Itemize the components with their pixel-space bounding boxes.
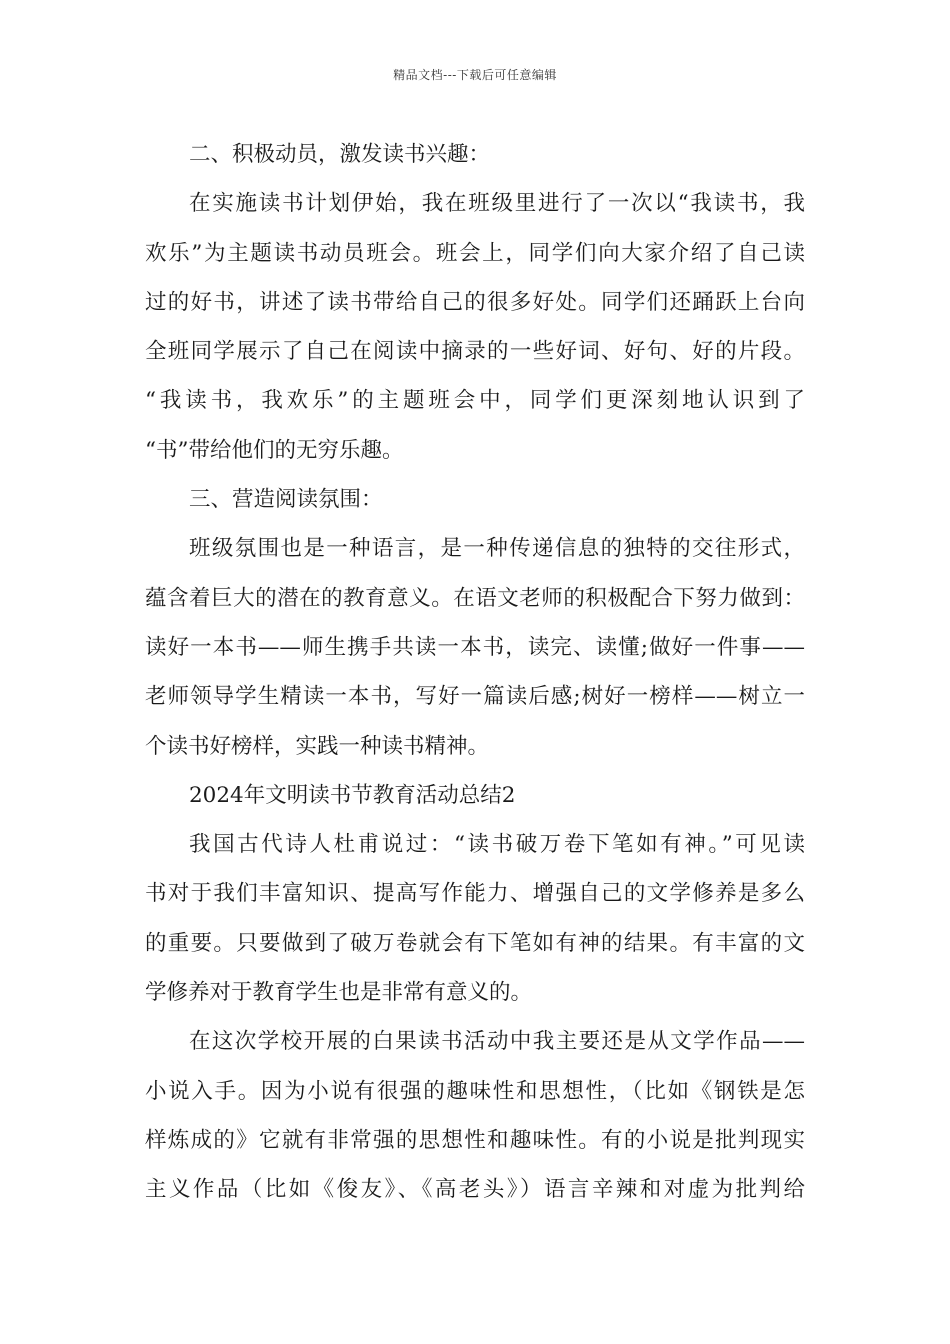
text-line: “我读书，我欢乐”的主题班会中，同学们更深刻地认识到了 <box>145 388 805 414</box>
text-line: 全班同学展示了自己在阅读中摘录的一些好词、好句、好的片段。 <box>145 339 805 365</box>
text-line: 主义作品（比如《俊友》、《高老头》）语言辛辣和对虚为批判给 <box>145 1177 805 1203</box>
text-line: 学修养对于教育学生也是非常有意义的。 <box>145 980 533 1006</box>
text-line: 二、积极动员，激发读书兴趣： <box>189 142 491 167</box>
text-line: 在实施读书计划伊始，我在班级里进行了一次以“我读书，我 <box>189 191 805 217</box>
text-line: 我国古代诗人杜甫说过：“读书破万卷下笔如有神。”可见读 <box>189 832 805 858</box>
page-header: 精品文档---下载后可任意编辑 <box>393 68 557 82</box>
text-line: 小说入手。因为小说有很强的趣味性和思想性，（比如《钢铁是怎 <box>145 1078 805 1104</box>
text-line: 样炼成的》它就有非常强的思想性和趣味性。有的小说是批判现实 <box>145 1127 805 1153</box>
text-line: 2024年文明读书节教育活动总结2 <box>189 782 516 808</box>
text-line: 班级氛围也是一种语言，是一种传递信息的独特的交往形式， <box>189 536 805 562</box>
text-line: 蕴含着巨大的潜在的教育意义。在语文老师的积极配合下努力做到： <box>145 585 805 611</box>
document-body <box>145 130 805 1215</box>
text-line: 书对于我们丰富知识、提高写作能力、增强自己的文学修养是多么 <box>145 881 805 907</box>
text-line: 读好一本书——师生携手共读一本书，读完、读懂;做好一件事—— <box>145 634 805 660</box>
text-line: 老师领导学生精读一本书，写好一篇读后感;树好一榜样——树立一 <box>145 684 805 710</box>
text-line: “书”带给他们的无穷乐趣。 <box>145 437 404 463</box>
text-line: 欢乐”为主题读书动员班会。班会上，同学们向大家介绍了自己读 <box>145 240 805 266</box>
text-line: 三、营造阅读氛围： <box>189 487 383 513</box>
text-line: 个读书好榜样，实践一种读书精神。 <box>145 733 490 759</box>
text-line: 的重要。只要做到了破万卷就会有下笔如有神的结果。有丰富的文 <box>145 930 805 956</box>
text-line: 过的好书，讲述了读书带给自己的很多好处。同学们还踊跃上台向 <box>145 289 805 315</box>
text-line: 在这次学校开展的白果读书活动中我主要还是从文学作品—— <box>189 1029 805 1055</box>
